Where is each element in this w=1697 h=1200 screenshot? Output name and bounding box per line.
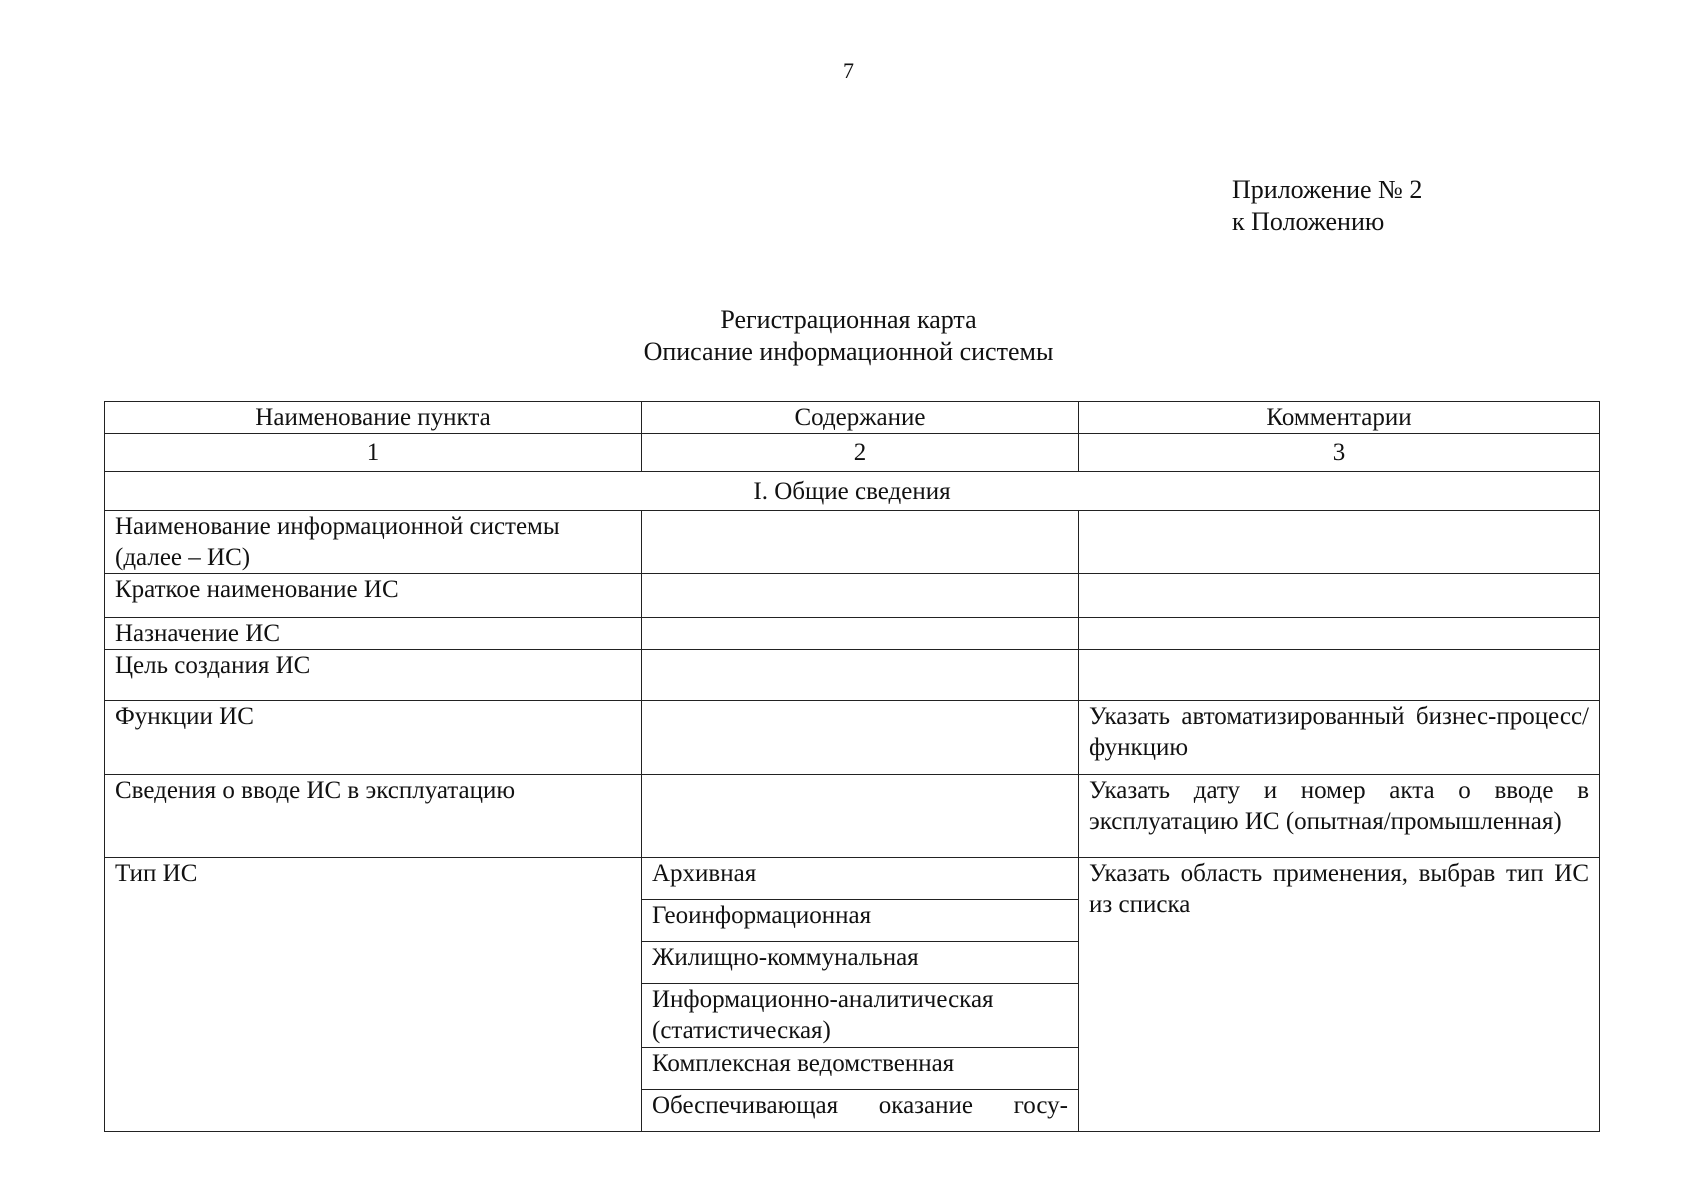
row-comment [1079, 511, 1600, 574]
type-option[interactable]: Геоинформационная [642, 900, 1078, 942]
type-option[interactable]: Комплексная ведомственная [642, 1048, 1078, 1090]
table-row [105, 511, 1600, 574]
page-number: 7 [843, 58, 854, 83]
table-row [105, 650, 1600, 701]
appendix-reference [1232, 174, 1422, 238]
row-content-cell[interactable] [642, 701, 1079, 775]
column-number: 2 [642, 434, 1079, 472]
row-comment [1079, 618, 1600, 650]
row-comment: Указать область применения, выбрав тип ИС из списка [1079, 858, 1600, 1132]
row-content-cell[interactable] [642, 511, 1079, 574]
column-number-row [105, 434, 1600, 472]
row-label: Цель создания ИС [105, 650, 642, 701]
row-label: Функции ИС [105, 701, 642, 775]
row-content-cell[interactable] [642, 618, 1079, 650]
document-title-line-2: Описание информационной системы [643, 337, 1054, 366]
row-comment [1079, 650, 1600, 701]
table-row [105, 618, 1600, 650]
row-label: Тип ИС [105, 858, 642, 1132]
document-title [0, 304, 1697, 368]
row-label: Сведения о вводе ИС в эксплуатацию [105, 775, 642, 858]
registration-table [104, 401, 1600, 1132]
table-row [105, 574, 1600, 618]
row-label: Наименование информационной системы (далее – ИС) [105, 511, 642, 574]
row-comment: Указать автоматизированный бизнес-процесс/функцию [1079, 701, 1600, 775]
row-comment [1079, 574, 1600, 618]
type-option[interactable]: Обеспечивающая оказание госу- [652, 1092, 1068, 1119]
column-number: 3 [1079, 434, 1600, 472]
row-label: Краткое наименование ИС [105, 574, 642, 618]
type-option[interactable]: Жилищно-коммунальная [642, 942, 1078, 984]
row-content-cell[interactable] [642, 574, 1079, 618]
header-content: Содержание [642, 402, 1079, 434]
row-label: Назначение ИС [105, 618, 642, 650]
column-number: 1 [105, 434, 642, 472]
row-comment: Указать дату и номер акта о вводе в эксплуатацию ИС (опытная/промышленная) [1079, 775, 1600, 858]
table-row [105, 701, 1600, 775]
type-option[interactable]: Информационно-аналитическая (статистическая) [642, 984, 1078, 1048]
type-options-list [642, 858, 1079, 1132]
appendix-line-1: Приложение № 2 [1232, 175, 1423, 204]
header-comments: Комментарии [1079, 402, 1600, 434]
table-row-type [105, 858, 1600, 1132]
row-content-cell[interactable] [642, 775, 1079, 858]
appendix-line-2: к Положению [1232, 207, 1385, 236]
row-content-cell[interactable] [642, 650, 1079, 701]
section-row [105, 472, 1600, 511]
section-title: I. Общие сведения [105, 472, 1600, 511]
type-option[interactable]: Архивная [642, 858, 1078, 900]
table-header-row [105, 402, 1600, 434]
header-item-name: Наименование пункта [105, 402, 642, 434]
document-title-line-1: Регистрационная карта [720, 305, 977, 334]
table-row [105, 775, 1600, 858]
